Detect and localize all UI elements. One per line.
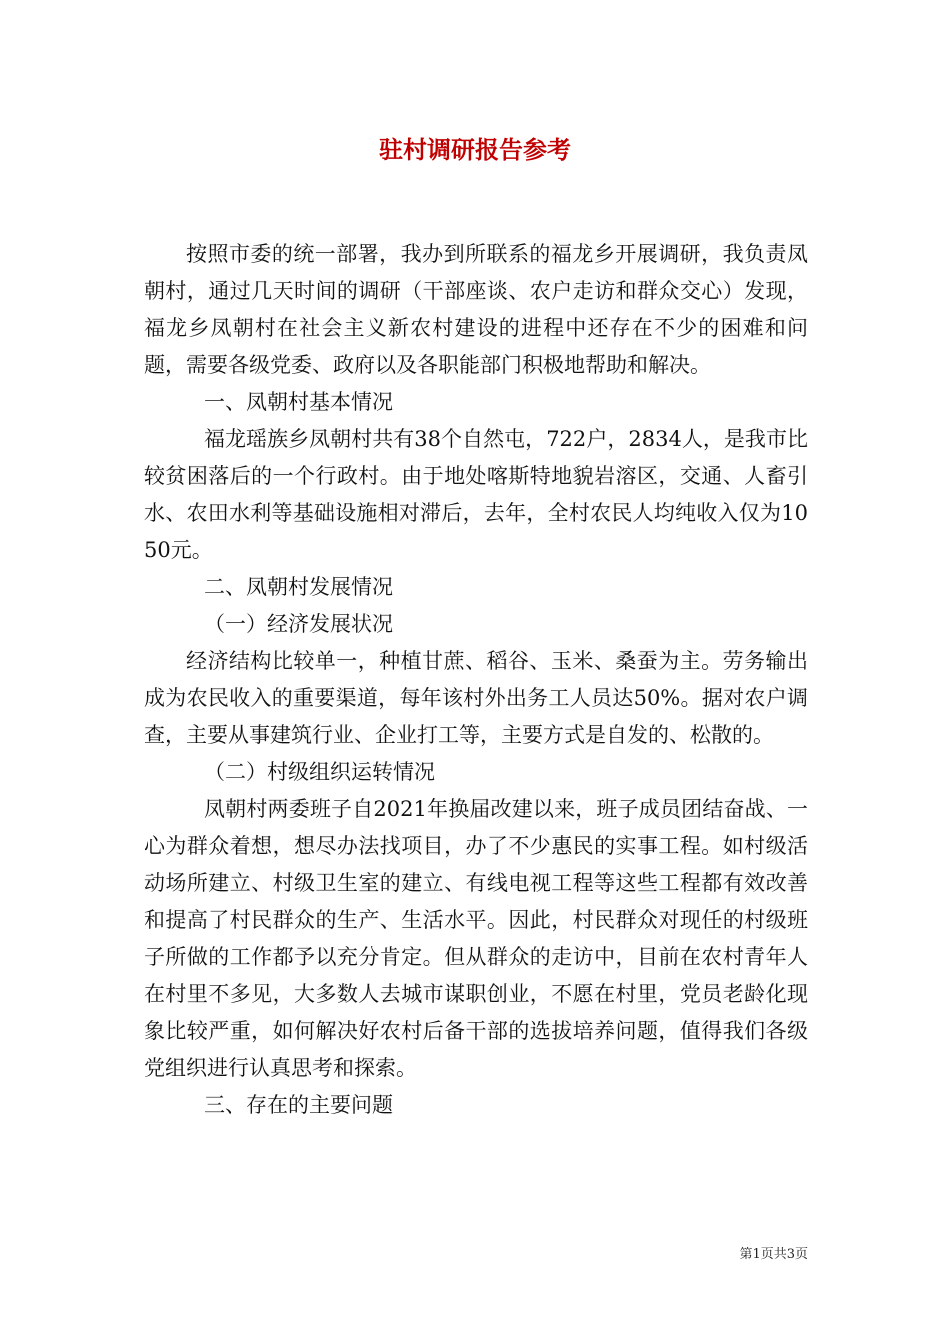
basic-info-paragraph: 福龙瑶族乡凤朝村共有38个自然屯，722户，2834人，是我市比较贫困落后的一个行政村。由于地处喀斯特地貌岩溶区，交通、人畜引水、农田水利等基础设施相对滞后，去年，全村农民人均纯收入仅为1050元。 xyxy=(144,427,808,562)
document-title: 驻村调研报告参考 xyxy=(379,135,571,164)
page-number: 第1页共3页 xyxy=(739,1247,808,1262)
subsection-heading-1: （一）经济发展状况 xyxy=(204,612,393,636)
section-heading-1: 一、凤朝村基本情况 xyxy=(204,390,393,414)
organization-paragraph: 凤朝村两委班子自2021年换届改建以来，班子成员团结奋战、一心为群众着想，想尽办法找项目，办了不少惠民的实事工程。如村级活动场所建立、村级卫生室的建立、有线电视工程等这些工程都有效改善和提高了村民群众的生产、生活水平。因此，村民群众对现任的村级班子所做的工作都予以充分肯定。但从群众的走访中，目前在农村青年人在村里不多见，大多数人去城市谋职创业，不愿在村里，党员老龄化现象比较严重，如何解决好农村后备干部的选拔培养问题，值得我们各级党组织进行认真思考和探索。 xyxy=(144,797,808,1080)
intro-paragraph: 按照市委的统一部署，我办到所联系的福龙乡开展调研，我负责凤朝村，通过几天时间的调研（干部座谈、农户走访和群众交心）发现，福龙乡凤朝村在社会主义新农村建设的进程中还存在不少的困难和问题，需要各级党委、政府以及各职能部门积极地帮助和解决。 xyxy=(144,242,808,377)
section-heading-2: 二、凤朝村发展情况 xyxy=(204,575,393,599)
section-heading-3: 三、存在的主要问题 xyxy=(204,1093,393,1117)
document-body xyxy=(144,236,808,1124)
economy-paragraph: 经济结构比较单一，种植甘蔗、稻谷、玉米、桑蚕为主。劳务输出成为农民收入的重要渠道，每年该村外出务工人员达50%。据对农户调查，主要从事建筑行业、企业打工等，主要方式是自发的、松散的。 xyxy=(144,649,808,747)
subsection-heading-2: （二）村级组织运转情况 xyxy=(204,760,435,784)
